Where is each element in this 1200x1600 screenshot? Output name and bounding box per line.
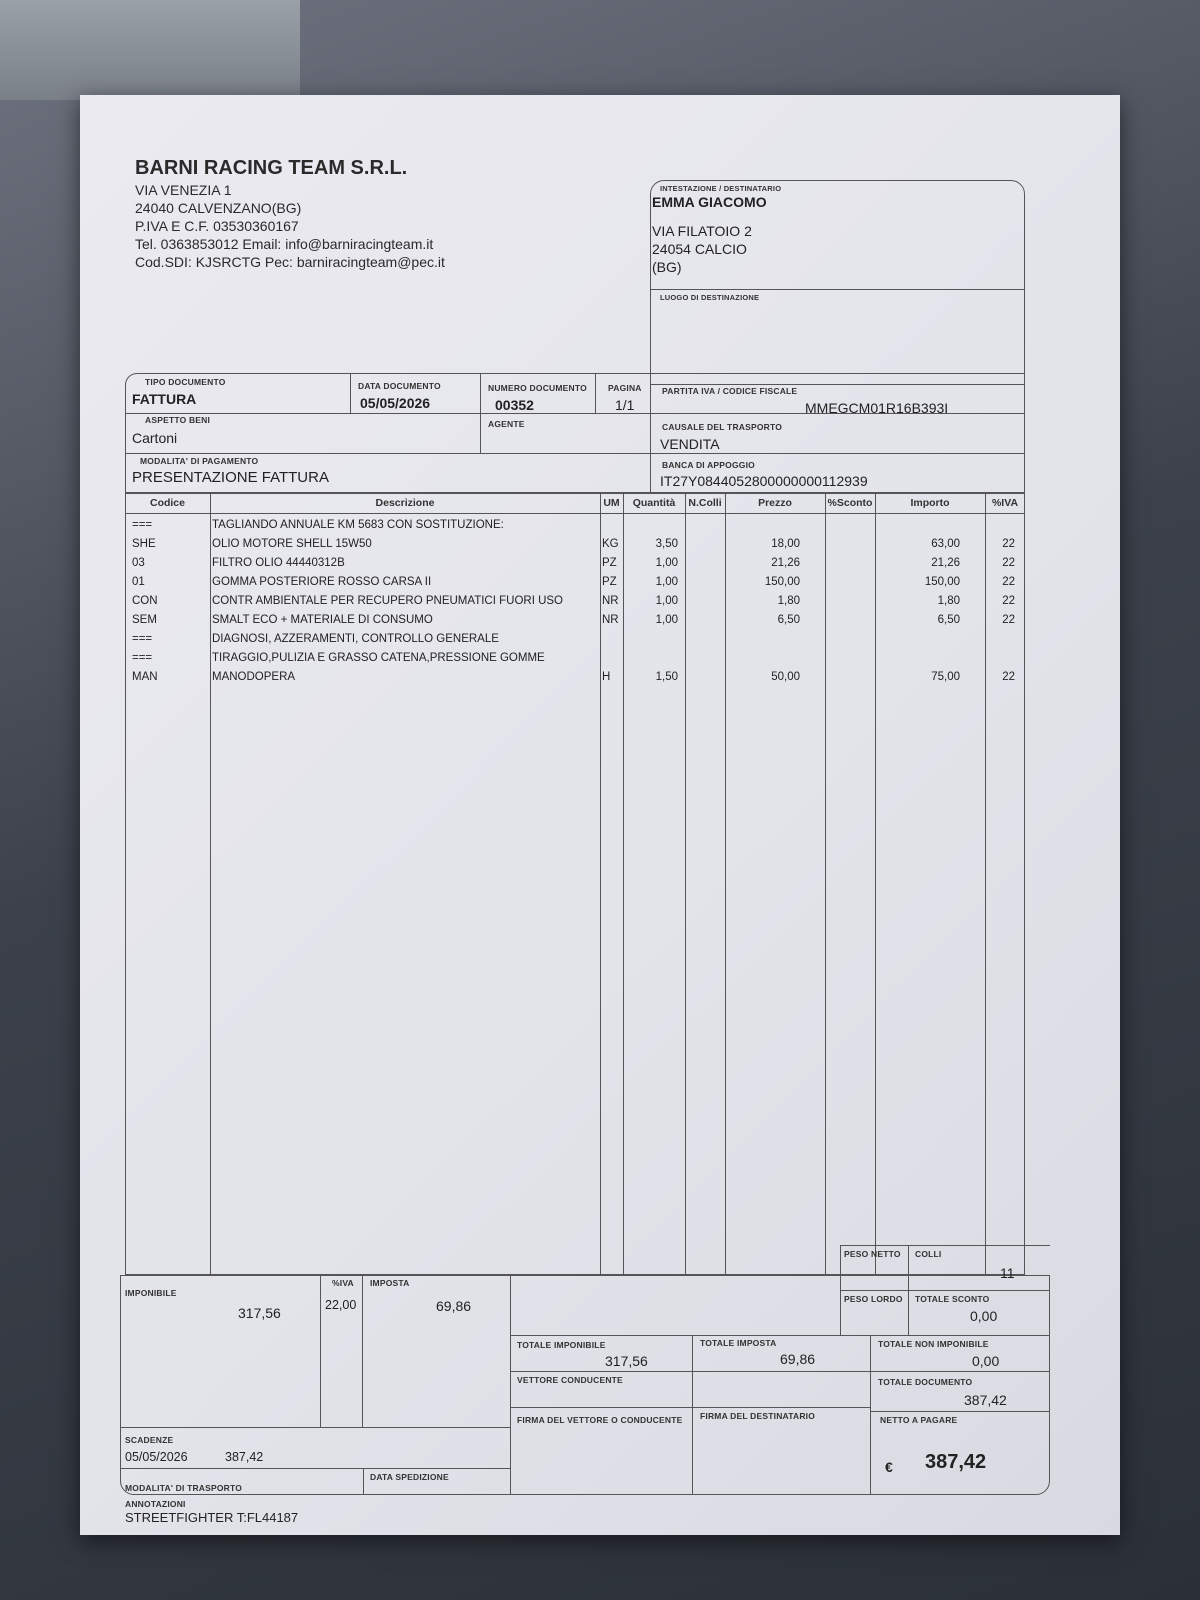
- net-to-pay-label: NETTO A PAGARE: [880, 1415, 958, 1425]
- vat-code-label: PARTITA IVA / CODICE FISCALE: [662, 386, 798, 396]
- net-weight-label: PESO NETTO: [844, 1249, 901, 1259]
- recipient-name: EMMA GIACOMO: [652, 194, 767, 210]
- due-amount: 387,42: [225, 1450, 264, 1464]
- cell-vat: 22: [1002, 576, 1015, 588]
- cell-code: ===: [132, 633, 153, 645]
- col-header-um: UM: [603, 497, 620, 509]
- cell-um: NR: [602, 614, 619, 626]
- page-label: PAGINA: [608, 383, 642, 393]
- total-taxable-label: TOTALE IMPONIBILE: [517, 1340, 606, 1350]
- non-taxable-total: 0,00: [972, 1353, 1000, 1369]
- bank-iban: IT27Y0844052800000000112939: [660, 473, 868, 489]
- doc-number-label: NUMERO DOCUMENTO: [488, 383, 587, 393]
- payment-method-label: MODALITA' DI PAGAMENTO: [140, 456, 259, 466]
- company-name: BARNI RACING TEAM S.R.L.: [135, 157, 408, 179]
- carrier-signature-label: FIRMA DEL VETTORE O CONDUCENTE: [517, 1415, 683, 1425]
- due-dates-label: SCADENZE: [125, 1435, 174, 1445]
- total-discount-label: TOTALE SCONTO: [915, 1294, 990, 1304]
- col-header-description: Descrizione: [375, 497, 435, 509]
- cell-description: MANODOPERA: [212, 671, 296, 683]
- cell-code: ===: [132, 519, 153, 531]
- cell-description: FILTRO OLIO 44440312B: [212, 557, 345, 569]
- packages-count: 11: [1000, 1265, 1015, 1281]
- recipient-label: INTESTAZIONE / DESTINATARIO: [660, 184, 782, 193]
- shipping-date-label: DATA SPEDIZIONE: [370, 1472, 449, 1482]
- recipient-signature-label: FIRMA DEL DESTINATARIO: [700, 1411, 816, 1421]
- cell-amount: 21,26: [931, 557, 960, 569]
- page-number: 1/1: [615, 397, 635, 413]
- agent-label: AGENTE: [488, 419, 525, 429]
- doc-number: 00352: [495, 397, 534, 413]
- net-to-pay: 387,42: [925, 1451, 987, 1473]
- transport-reason-label: CAUSALE DEL TRASPORTO: [662, 422, 783, 432]
- cell-price: 150,00: [764, 576, 800, 588]
- notes-text: STREETFIGHTER T:FL44187: [125, 1510, 299, 1525]
- cell-um: PZ: [602, 576, 617, 588]
- cell-price: 18,00: [771, 538, 800, 550]
- doc-date-label: DATA DOCUMENTO: [358, 381, 441, 391]
- taxable-amount: 317,56: [238, 1305, 281, 1321]
- taxable-label: IMPONIBILE: [125, 1288, 177, 1298]
- total-taxable: 317,56: [605, 1353, 648, 1369]
- notes-label: ANNOTAZIONI: [125, 1499, 186, 1509]
- cell-code: CON: [132, 595, 158, 607]
- cell-description: GOMMA POSTERIORE ROSSO CARSA II: [212, 576, 432, 588]
- document-total-label: TOTALE DOCUMENTO: [878, 1377, 973, 1387]
- cell-um: KG: [602, 538, 619, 550]
- carrier-label: VETTORE CONDUCENTE: [517, 1375, 623, 1385]
- tax-amount: 69,86: [436, 1298, 472, 1314]
- cell-um: H: [602, 671, 611, 683]
- cell-quantity: 1,00: [655, 576, 678, 588]
- doc-type-label: TIPO DOCUMENTO: [145, 377, 226, 387]
- cell-vat: 22: [1002, 538, 1015, 550]
- total-tax-label: TOTALE IMPOSTA: [700, 1338, 777, 1348]
- company-address: VIA VENEZIA 1: [135, 182, 232, 198]
- cell-description: CONTR AMBIENTALE PER RECUPERO PNEUMATICI FUORI USO: [212, 595, 564, 607]
- vat-code: MMEGCM01R16B393I: [805, 400, 949, 416]
- cell-um: PZ: [602, 557, 617, 569]
- col-header-discount: %Sconto: [827, 497, 873, 509]
- company-vat: P.IVA E C.F. 03530360167: [135, 218, 299, 234]
- cell-amount: 1,80: [937, 595, 960, 607]
- col-header-packages: N.Colli: [688, 497, 722, 509]
- cell-quantity: 1,50: [655, 671, 678, 683]
- cell-code: ===: [132, 652, 153, 664]
- document-total: 387,42: [964, 1392, 1007, 1408]
- tax-label: IMPOSTA: [370, 1278, 410, 1288]
- cell-description: OLIO MOTORE SHELL 15W50: [212, 538, 372, 550]
- cell-vat: 22: [1002, 671, 1015, 683]
- packages-label: COLLI: [915, 1249, 942, 1259]
- gross-weight-label: PESO LORDO: [844, 1294, 903, 1304]
- goods-aspect-label: ASPETTO BENI: [145, 415, 211, 425]
- cell-description: TAGLIANDO ANNUALE KM 5683 CON SOSTITUZIONE:: [212, 519, 504, 531]
- items-table: [125, 493, 1025, 1275]
- goods-aspect: Cartoni: [132, 430, 178, 446]
- cell-quantity: 1,00: [655, 595, 678, 607]
- cell-description: SMALT ECO + MATERIALE DI CONSUMO: [212, 614, 433, 626]
- cell-description: DIAGNOSI, AZZERAMENTI, CONTROLLO GENERALE: [212, 633, 499, 645]
- cell-price: 6,50: [777, 614, 800, 626]
- recipient-city: 24054 CALCIO: [652, 241, 747, 257]
- company-city: 24040 CALVENZANO(BG): [135, 200, 302, 216]
- recipient-box: [650, 180, 1025, 385]
- doc-date: 05/05/2026: [360, 395, 431, 411]
- cell-quantity: 1,00: [655, 614, 678, 626]
- cell-price: 1,80: [777, 595, 800, 607]
- cell-vat: 22: [1002, 557, 1015, 569]
- col-header-price: Prezzo: [758, 497, 792, 509]
- cell-amount: 150,00: [924, 576, 960, 588]
- invoice-paper: [80, 95, 1120, 1535]
- desk-background: [0, 0, 300, 100]
- cell-amount: 63,00: [931, 538, 960, 550]
- col-header-vat: %IVA: [991, 497, 1019, 509]
- bank-label: BANCA DI APPOGGIO: [662, 460, 755, 470]
- cell-code: 01: [132, 576, 145, 588]
- cell-price: 50,00: [771, 671, 800, 683]
- cell-quantity: 3,50: [655, 538, 678, 550]
- col-header-code: Codice: [149, 497, 185, 509]
- transport-mode-label: MODALITA' DI TRASPORTO: [125, 1483, 243, 1493]
- company-sdi: Cod.SDI: KJSRCTG Pec: barniracingteam@pec.it: [135, 254, 445, 270]
- recipient-province: (BG): [652, 259, 682, 275]
- col-header-quantity: Quantità: [632, 497, 676, 509]
- cell-amount: 6,50: [937, 614, 960, 626]
- cell-description: TIRAGGIO,PULIZIA E GRASSO CATENA,PRESSIONE GOMME: [212, 652, 545, 664]
- cell-amount: 75,00: [931, 671, 960, 683]
- cell-price: 21,26: [771, 557, 800, 569]
- cell-quantity: 1,00: [655, 557, 678, 569]
- payment-method: PRESENTAZIONE FATTURA: [132, 469, 329, 486]
- total-discount: 0,00: [970, 1308, 998, 1324]
- cell-code: SHE: [132, 538, 156, 550]
- cell-code: SEM: [132, 614, 157, 626]
- currency-symbol: €: [885, 1459, 893, 1475]
- non-taxable-label: TOTALE NON IMPONIBILE: [878, 1339, 989, 1349]
- doc-type: FATTURA: [132, 391, 197, 407]
- cell-code: 03: [132, 557, 145, 569]
- recipient-street: VIA FILATOIO 2: [652, 223, 752, 239]
- vat-rate: 22,00: [325, 1298, 357, 1312]
- destination-label: LUOGO DI DESTINAZIONE: [660, 293, 760, 302]
- company-contacts: Tel. 0363853012 Email: info@barniracingteam.it: [135, 236, 434, 252]
- col-header-amount: Importo: [910, 497, 950, 509]
- due-date: 05/05/2026: [125, 1450, 188, 1464]
- cell-um: NR: [602, 595, 619, 607]
- transport-reason: VENDITA: [660, 436, 720, 452]
- cell-code: MAN: [132, 671, 158, 683]
- total-tax: 69,86: [780, 1351, 816, 1367]
- cell-vat: 22: [1002, 595, 1015, 607]
- vat-rate-label: %IVA: [332, 1278, 354, 1288]
- cell-vat: 22: [1002, 614, 1015, 626]
